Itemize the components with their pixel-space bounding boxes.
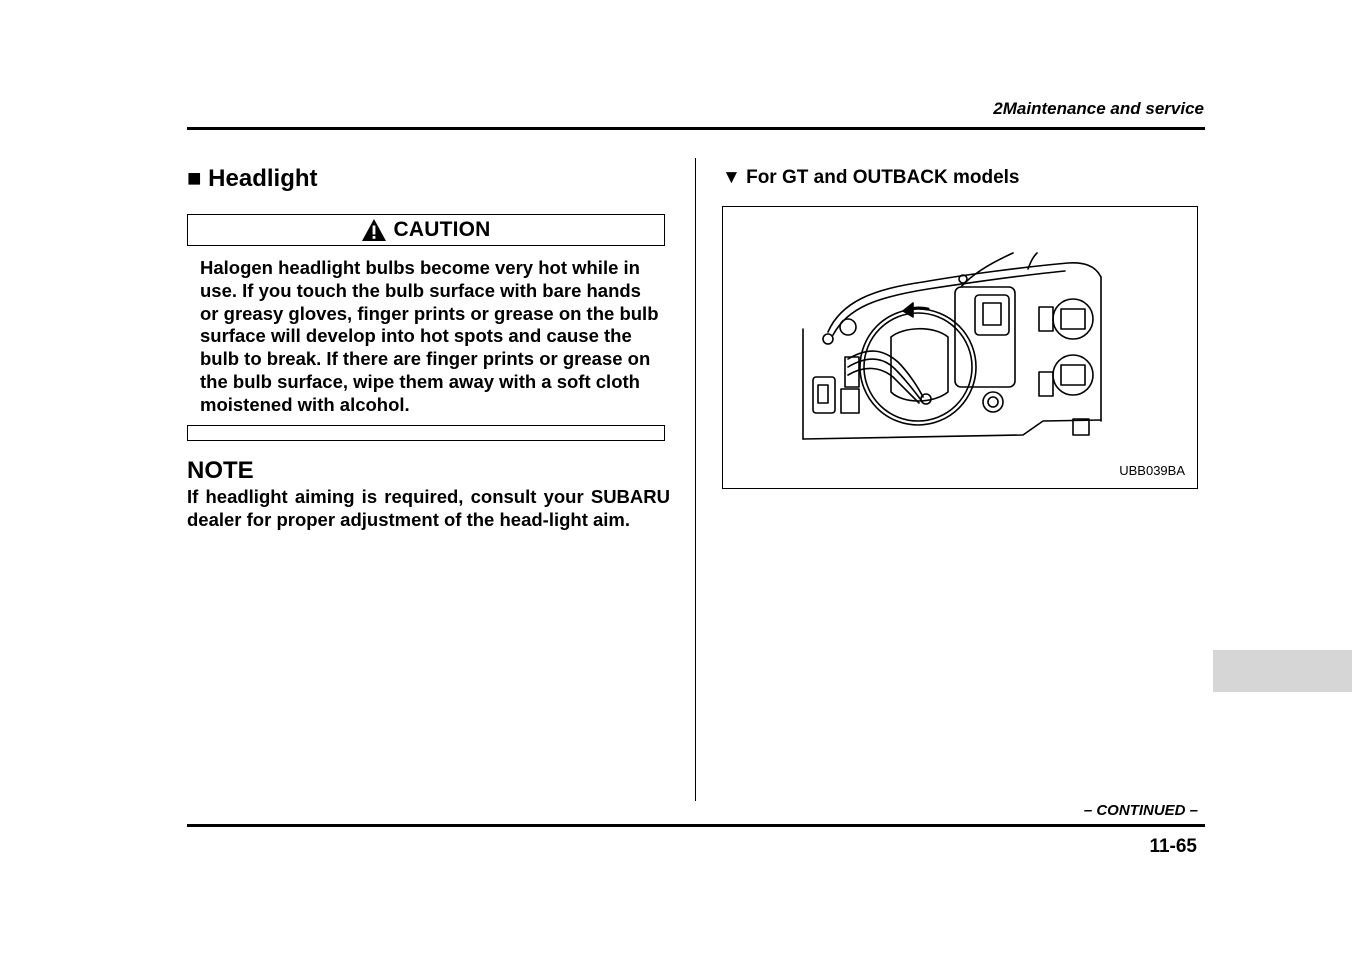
footer-rule — [187, 824, 1205, 827]
section-heading-text: Headlight — [208, 165, 318, 192]
headlight-bulb-removal-illustration — [723, 207, 1197, 488]
chapter-tab-marker — [1213, 650, 1352, 692]
continued-label: – CONTINUED – — [1083, 802, 1198, 819]
header-rule — [187, 127, 1205, 130]
figure-code: UBB039BA — [1119, 463, 1185, 478]
column-divider — [695, 158, 696, 801]
caution-end-bar — [187, 425, 665, 441]
note-heading: NOTE — [187, 457, 254, 484]
running-header-title: 2Maintenance and service — [993, 99, 1204, 118]
triangle-down-icon: ▼ — [722, 167, 741, 188]
caution-banner — [187, 214, 665, 246]
note-text: If headlight aiming is required, consult your SUBARU dealer for proper adjustment of the head-light aim. — [187, 486, 670, 530]
subsection-heading — [722, 167, 1020, 189]
subsection-heading-text: For GT and OUTBACK models — [746, 167, 1020, 188]
page-number: 11-65 — [1149, 836, 1197, 857]
caution-text: Halogen headlight bulbs become very hot while in use. If you touch the bulb surface with bare hands or greasy gloves, finger prints or grease on the bulb surface will develop into hot spots and cause the bulb to break. If there are finger prints or grease on the bulb surface, wipe them away with a soft cloth moistened with alcohol. — [200, 257, 659, 415]
warning-triangle-icon — [361, 218, 387, 242]
caution-label: CAUTION — [393, 218, 491, 241]
square-bullet-icon: ■ — [187, 165, 202, 192]
section-heading — [187, 165, 318, 193]
figure-frame — [722, 206, 1198, 489]
